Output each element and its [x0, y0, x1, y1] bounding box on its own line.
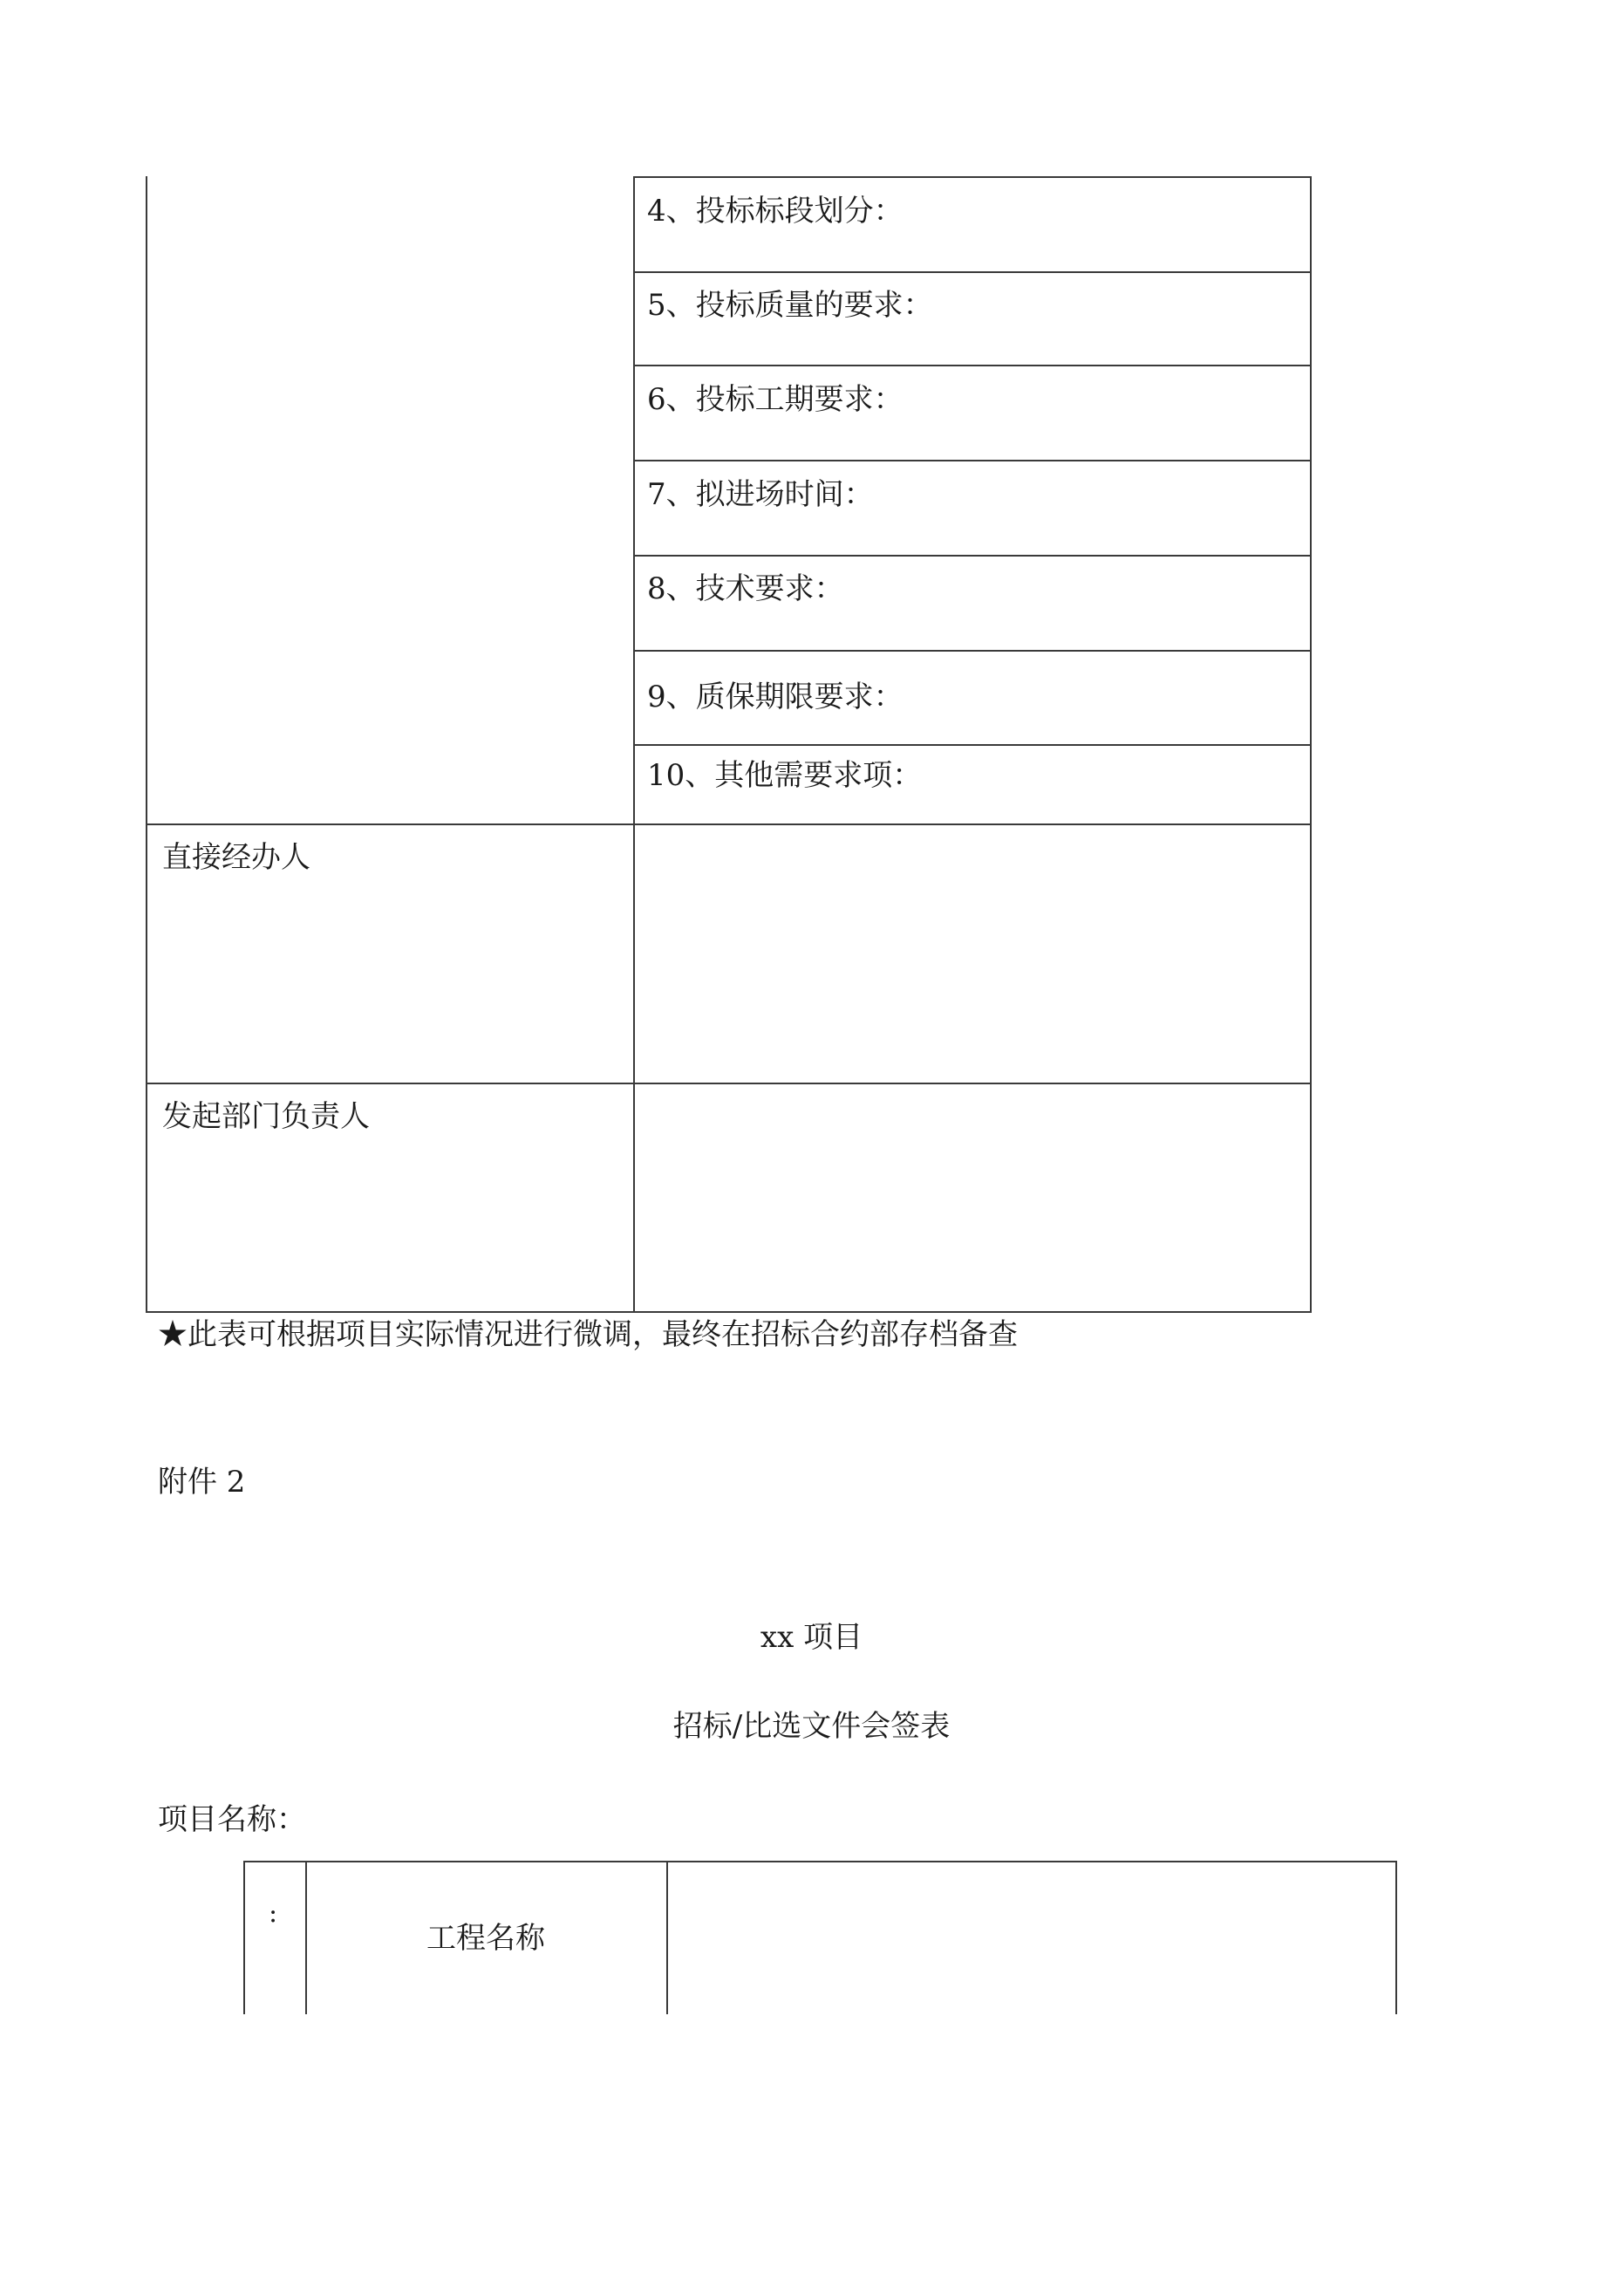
- table1-row-divider: [633, 460, 1312, 461]
- first-cell-mark: :: [269, 1898, 278, 1929]
- table1-row-divider: [633, 744, 1312, 746]
- table1-row-divider: [633, 555, 1312, 557]
- requirement-item: 5、投标质量的要求：: [647, 288, 933, 323]
- requirement-item: 4、投标标段划分：: [647, 194, 904, 229]
- doc-title-line1: xx 项目: [760, 1620, 863, 1655]
- requirement-item: 6、投标工期要求：: [647, 382, 904, 417]
- table1-row-divider: [146, 1083, 1312, 1084]
- engineering-name-label: 工程名称: [426, 1921, 545, 1956]
- project-name-label: 项目名称：: [158, 1802, 306, 1837]
- table2-left-border: [243, 1861, 245, 2014]
- dept-head-label: 发起部门负责人: [162, 1099, 370, 1134]
- requirement-item: 10、其他需要求项：: [647, 758, 923, 793]
- table1-row-divider: [146, 823, 1312, 825]
- handler-label: 直接经办人: [162, 840, 310, 875]
- doc-title-line2: 招标/比选文件会签表: [672, 1709, 951, 1744]
- requirement-item: 8、技术要求：: [647, 571, 844, 606]
- table2-column-divider: [666, 1861, 668, 2014]
- requirement-item: 9、质保期限要求：: [647, 680, 904, 714]
- table1-bottom-border: [146, 1311, 1312, 1313]
- table2-top-border: [243, 1861, 1397, 1862]
- table1-row-divider: [633, 650, 1312, 652]
- table1-left-border: [146, 176, 147, 1313]
- table1-row-divider: [633, 271, 1312, 273]
- requirement-item: 7、拟进场时间：: [647, 477, 874, 512]
- attachment-label: 附件 2: [158, 1465, 246, 1500]
- table1-top-border-right: [633, 176, 1312, 178]
- table1-row-divider: [633, 365, 1312, 366]
- table2-right-border: [1395, 1861, 1397, 2014]
- table-note: ★此表可根据项目实际情况进行微调，最终在招标合约部存档备查: [158, 1317, 1018, 1352]
